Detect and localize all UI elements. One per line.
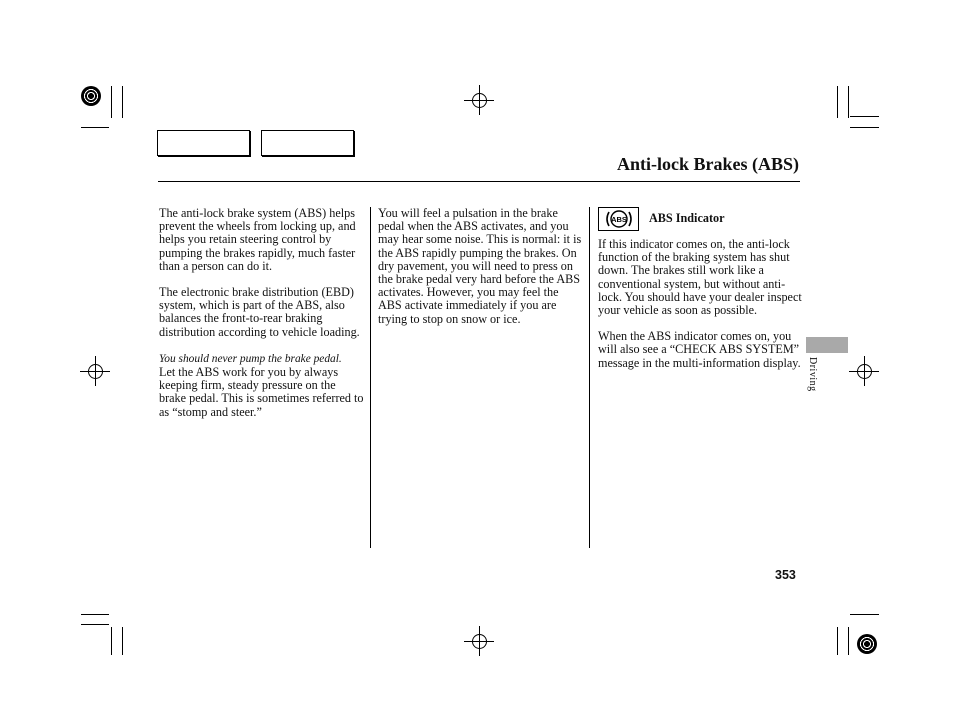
crosshair-right-middle — [849, 356, 879, 386]
column-divider-2 — [589, 207, 590, 548]
page-title: Anti-lock Brakes (ABS) — [616, 154, 799, 174]
paragraph-stomp-and-steer — [159, 352, 364, 419]
abs-icon-text: ABS — [610, 215, 627, 224]
section-label: Driving — [807, 357, 818, 392]
paragraph-stomp-and-steer-body: Let the ABS work for you by always keeping firm, steady pressure on the brake pedal. This is sometimes referred to as “stomp and steer.” — [159, 365, 364, 419]
column-divider-1 — [370, 207, 371, 548]
page-number: 353 — [775, 568, 796, 582]
crosshair-left-middle — [80, 356, 110, 386]
italic-warning: You should never pump the brake pedal. — [159, 352, 342, 365]
text-column-2 — [378, 207, 583, 339]
paragraph-pulsation: You will feel a pulsation in the brake pedal when the ABS activates, and you may hear some noise. This is normal: it is the ABS rapidly pumping the brakes. On dry pavement, you will need to press on the brake pedal very hard before the ABS activates. However, you may feel the ABS activate immediately if you are trying to stop on snow or ice. — [378, 206, 582, 326]
abs-indicator-title: ABS Indicator — [649, 211, 725, 226]
crosshair-top-center — [464, 85, 494, 115]
title-rule — [158, 181, 800, 182]
text-column-3 — [598, 207, 803, 383]
section-tab-marker — [806, 337, 848, 353]
abs-indicator-heading — [598, 207, 803, 231]
paragraph-ebd: The electronic brake distribution (EBD) system, which is part of the ABS, also balances the front-to-rear braking distribution according to vehicle loading. — [159, 285, 360, 339]
nav-tab-box-1[interactable] — [157, 130, 250, 156]
text-column-1 — [159, 207, 364, 432]
nav-tab-box-2[interactable] — [261, 130, 354, 156]
abs-indicator-icon — [598, 207, 639, 231]
paragraph-indicator-on: If this indicator comes on, the anti-lock function of the braking system has shut down. The brakes still work like a conventional system, but without anti-lock. You should have your dealer inspect your vehicle as soon as possible. — [598, 237, 802, 318]
paragraph-check-abs-message: When the ABS indicator comes on, you will also see a “CHECK ABS SYSTEM” message in the multi-information display. — [598, 329, 801, 370]
paragraph-abs-intro: The anti-lock brake system (ABS) helps prevent the wheels from locking up, and helps you retain steering control by pumping the brakes rapidly, much faster than a person can do it. — [159, 206, 356, 273]
crosshair-bottom-center — [464, 626, 494, 656]
